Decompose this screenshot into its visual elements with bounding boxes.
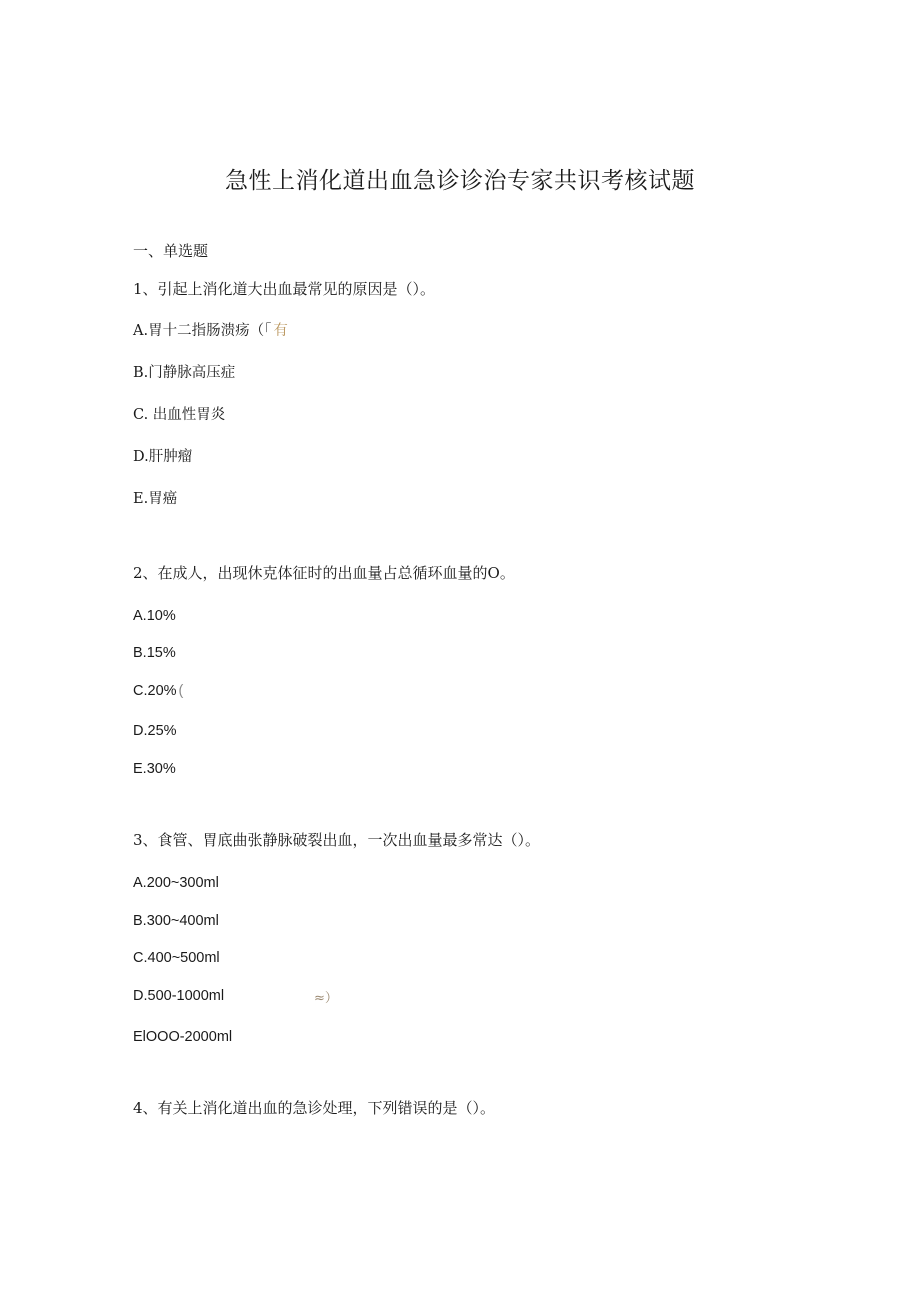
option-a-text: A.胃十二指肠溃疡（「 (133, 323, 272, 339)
question-3-option-c: C.400~500ml (133, 950, 220, 966)
question-2-stem: 2、在成人，出现休克体征时的出血量占总循环血量的O。 (133, 564, 515, 582)
question-4-stem: 4、有关上消化道出血的急诊处理，下列错误的是（）。 (133, 1099, 496, 1117)
page-title: 急性上消化道出血急诊诊治专家共识考核试题 (225, 168, 695, 194)
question-2-option-d: D.25% (133, 723, 177, 739)
answer-handwritten-mark: 有 (273, 323, 288, 339)
question-1-option-b: B.门静脉高压症 (133, 365, 236, 381)
question-1-option-d: D.肝肿瘤 (133, 449, 193, 465)
question-3-option-e: ElOOO-2000ml (133, 1029, 233, 1045)
question-1-option-a (133, 321, 288, 341)
answer-handwritten-mark: ( (178, 683, 184, 699)
question-3-option-b: B.300~400ml (133, 913, 219, 929)
question-2-option-b: B.15% (133, 645, 176, 661)
question-3-option-d: D.500-1000ml (133, 988, 225, 1004)
question-1-stem: 1、引起上消化道大出血最常见的原因是（）。 (133, 280, 436, 298)
question-2-option-c (133, 681, 183, 701)
question-2-option-a: A.10% (133, 608, 176, 624)
section-heading: 一、单选题 (133, 242, 209, 260)
question-2-option-e: E.30% (133, 761, 176, 777)
question-3-option-a: A.200~300ml (133, 875, 219, 891)
question-1-option-c: C. 出血性胃炎 (133, 407, 226, 423)
question-3-stem: 3、食管、胃底曲张静脉破裂出血，一次出血量最多常达（）。 (133, 831, 541, 849)
option-c-text: C.20% (133, 683, 177, 699)
question-1-option-e: E.胃癌 (133, 491, 178, 507)
answer-handwritten-mark: ≈） (314, 991, 338, 1006)
